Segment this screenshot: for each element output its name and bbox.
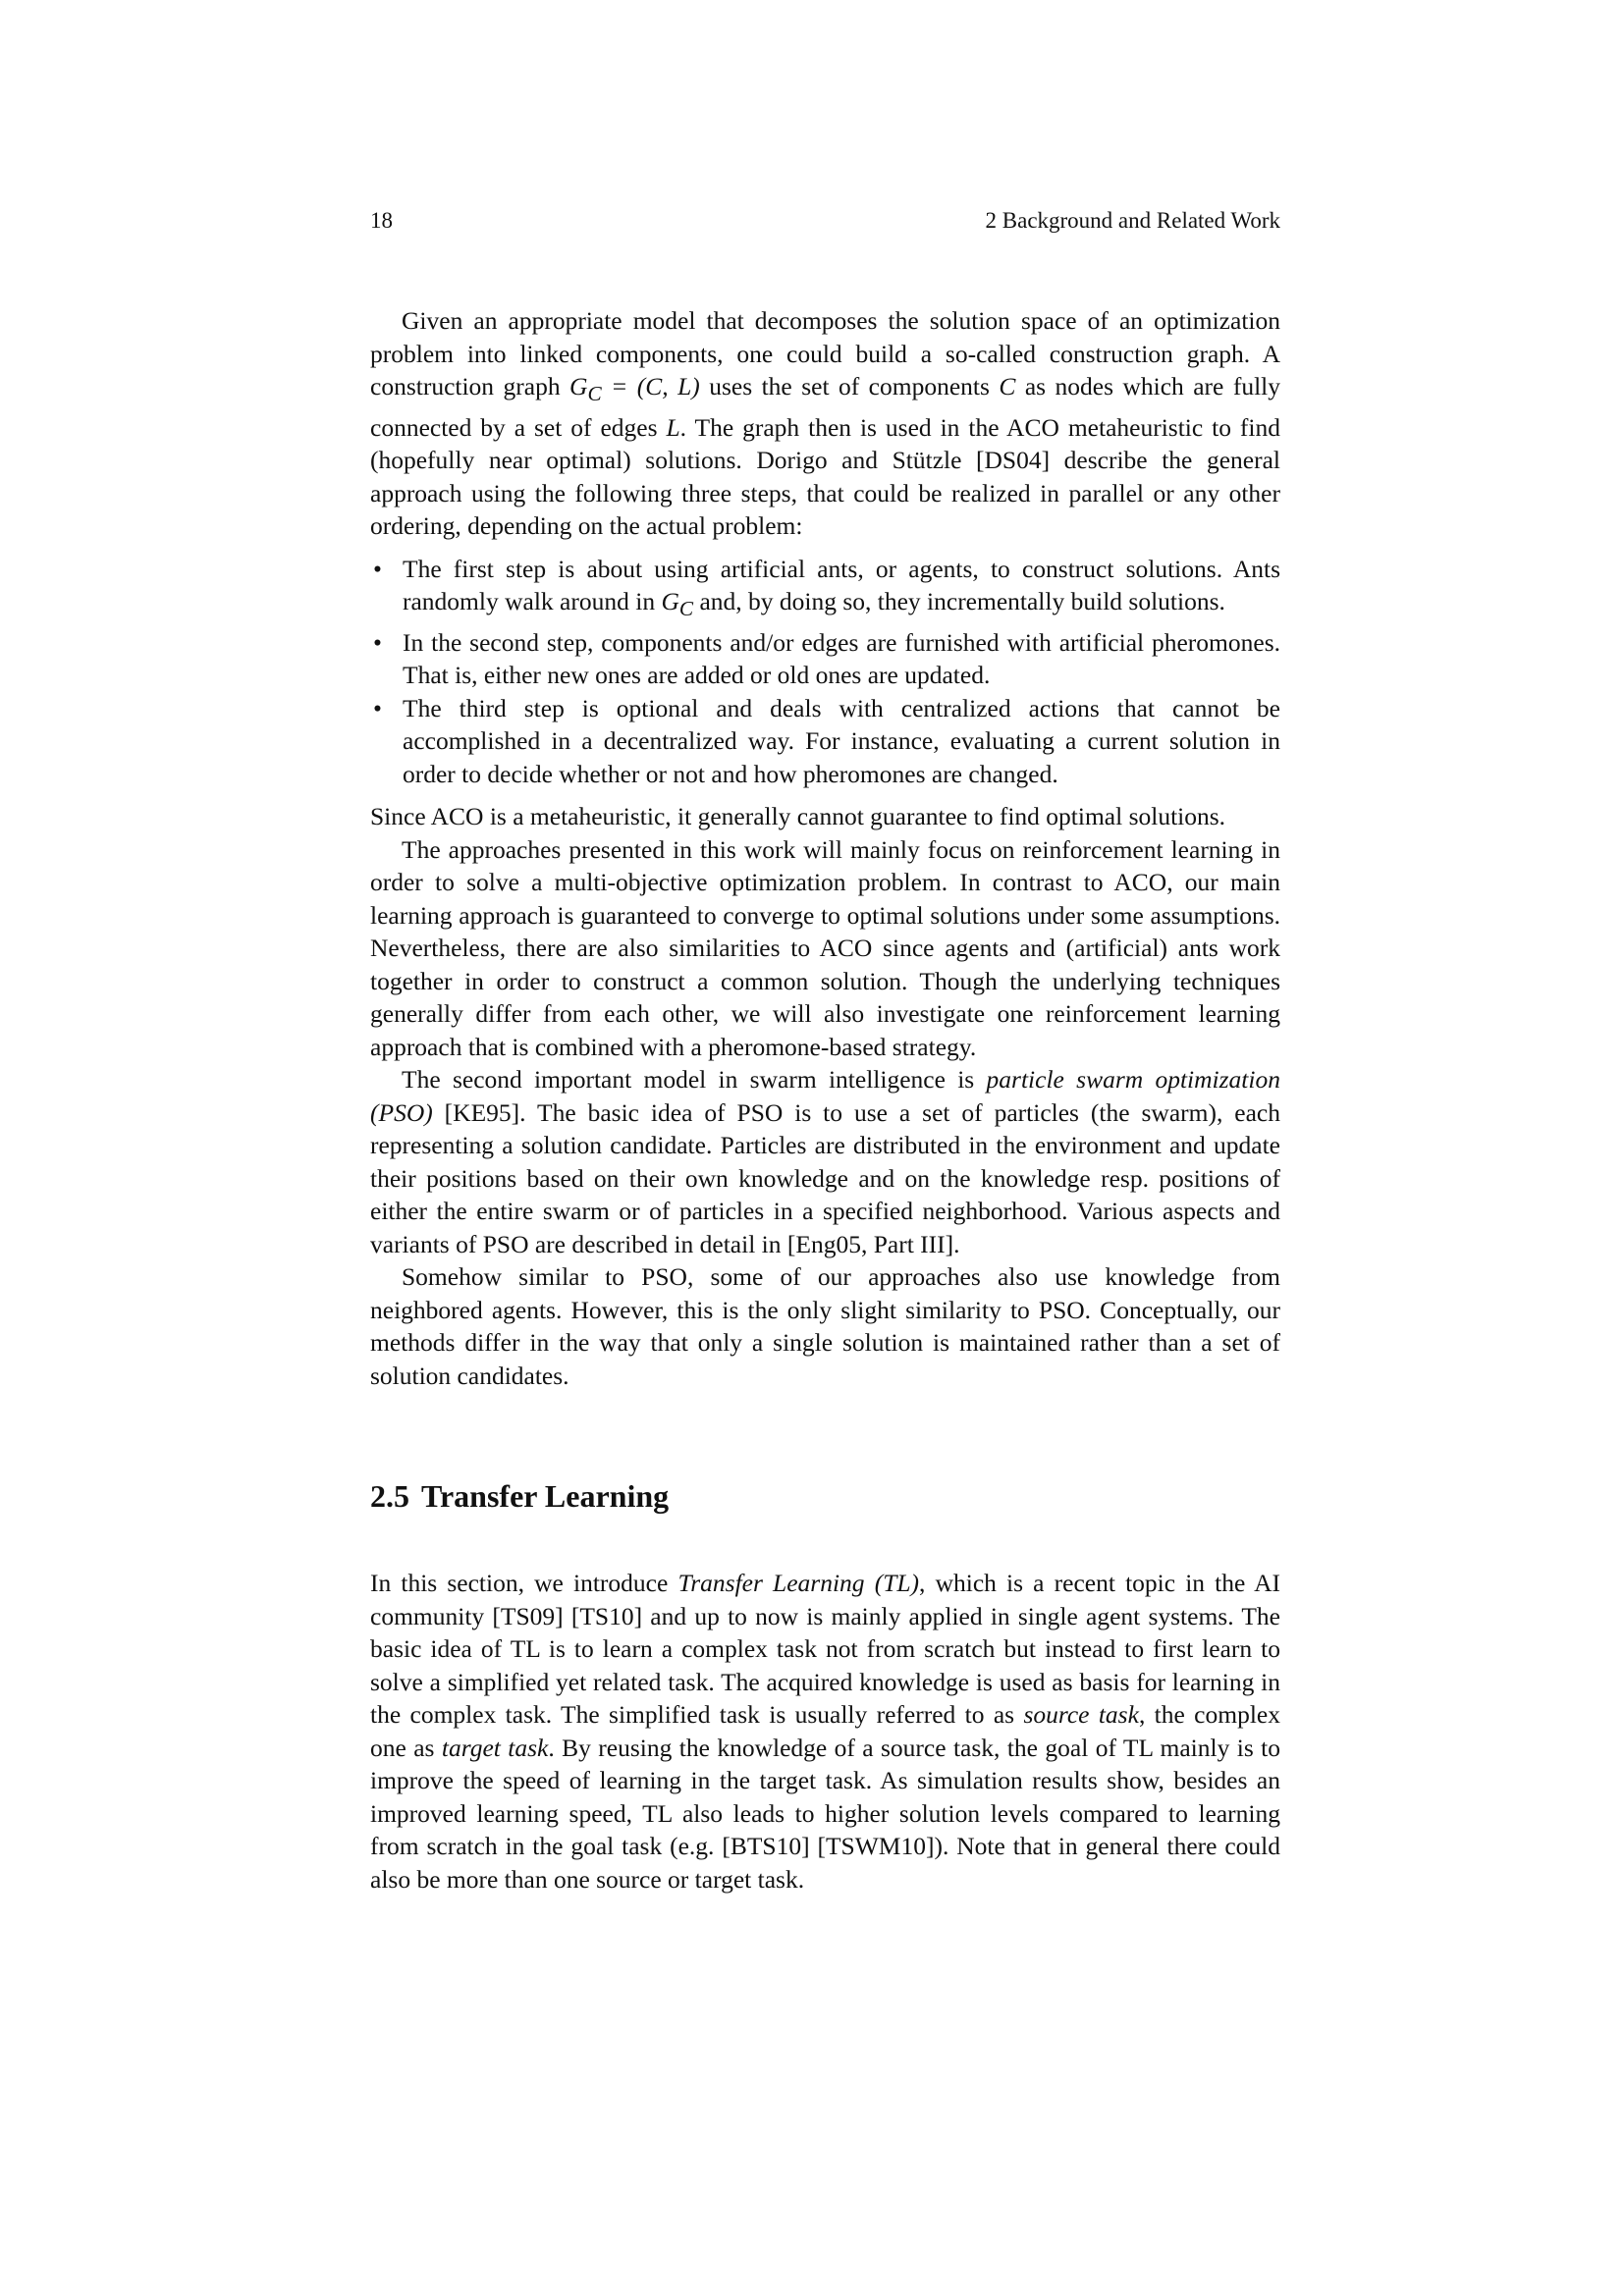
running-header xyxy=(370,206,1280,236)
book-page xyxy=(370,206,1280,1896)
section-number: 2.5 xyxy=(370,1478,409,1515)
paragraph-pso-similarity: Somehow similar to PSO, some of our approaches also use knowledge from neighbored agents. However, this is the only slight similarity to PSO. Conceptually, our methods differ in the way that only a single solution is maintained rather than a set of solution candidates. xyxy=(370,1262,1280,1390)
body-text xyxy=(370,304,1280,1896)
paragraph-approaches: The approaches presented in this work will mainly focus on reinforcement learning in order to solve a multi-objective optimization problem. In contrast to ACO, our main learning approach is guaranteed to converge to optimal solutions under some assumptions. Nevertheless, there are also similarities to ACO since agents and (artificial) ants work together in order to construct a common solution. Though the underlying techniques generally differ from each other, we will also investigate one reinforcement learning approach that is combined with a pheromone-based strategy. xyxy=(370,834,1280,1061)
math-l: L xyxy=(666,412,680,442)
bullet-icon: • xyxy=(373,627,382,657)
page-number: 18 xyxy=(370,208,393,233)
paragraph-pso: The second important model in swarm intelligence is particle swarm optimization (PSO) [KE95]. The basic idea of PSO is to use a set of particles (the swarm), each representing a solution candidate. Particles are distributed in the environment and update their positions based on their own knowledge and on the knowledge resp. positions of either the entire swarm or of particles in a specified neighborhood. Various aspects and variants of PSO are described in detail in [Eng05, Part III]. xyxy=(370,1065,1280,1258)
list-item: • The first step is about using artificial ants, or agents, to construct solutions. Ants randomly walk around in $G_C$ and, by doing so, they incrementally build solutions. xyxy=(373,554,1280,621)
aco-steps-list xyxy=(370,553,1280,791)
list-item: • In the second step, components and/or edges are furnished with artificial pheromones. That is, either new ones are added or old ones are updated. xyxy=(373,627,1280,690)
paragraph-aco-metaheuristic: Since ACO is a metaheuristic, it generally cannot guarantee to find optimal solutions. xyxy=(370,802,1226,831)
math-c: C xyxy=(999,372,1016,400)
list-item: • The third step is optional and deals with centralized actions that cannot be accomplished in a decentralized way. For instance, evaluating a current solution in order to decide whether or not and how pheromones are changed. xyxy=(373,693,1280,788)
bullet-icon: • xyxy=(373,693,382,722)
paragraph-transfer-learning: In this section, we introduce Transfer Learning (TL), which is a recent topic in the AI community [TS09] [TS10] and up to now is mainly applied in single agent systems. The basic idea of TL is to learn a complex task not from scratch but instead to first learn to solve a simplified yet related task. The acquired knowledge is used as basis for learning in the complex task. The simplified task is usually referred to as source task, the complex one as target task. By reusing the knowledge of a source task, the goal of TL mainly is to improve the speed of learning in the target task. As simulation results show, besides an improved learning speed, TL also leads to higher solution levels compared to learning from scratch in the goal task (e.g. [BTS10] [TSWM10]). Note that in general there could also be more than one source or target task. xyxy=(370,1569,1281,1894)
bullet-icon: • xyxy=(373,554,382,583)
section-title: Transfer Learning xyxy=(421,1478,670,1515)
section-heading xyxy=(370,1476,1280,1516)
chapter-title: 2 Background and Related Work xyxy=(985,208,1280,233)
math-gc: $G_C$ xyxy=(569,372,602,406)
paragraph-construction-graph: Given an appropriate model that decomposes the solution space of an optimization problem into linked components, one could build a so-called construction graph. A construction graph $G_C = (C$, L) uses the set of components C as nodes which are fully connected by a set of edges L. The graph then is used in the ACO metaheuristic to find (hopefully near optimal) solutions. Dorigo and Stützle [DS04] describe the general approach using the following three steps, that could be realized in parallel or any other ordering, depending on the actual problem: xyxy=(370,306,1280,541)
